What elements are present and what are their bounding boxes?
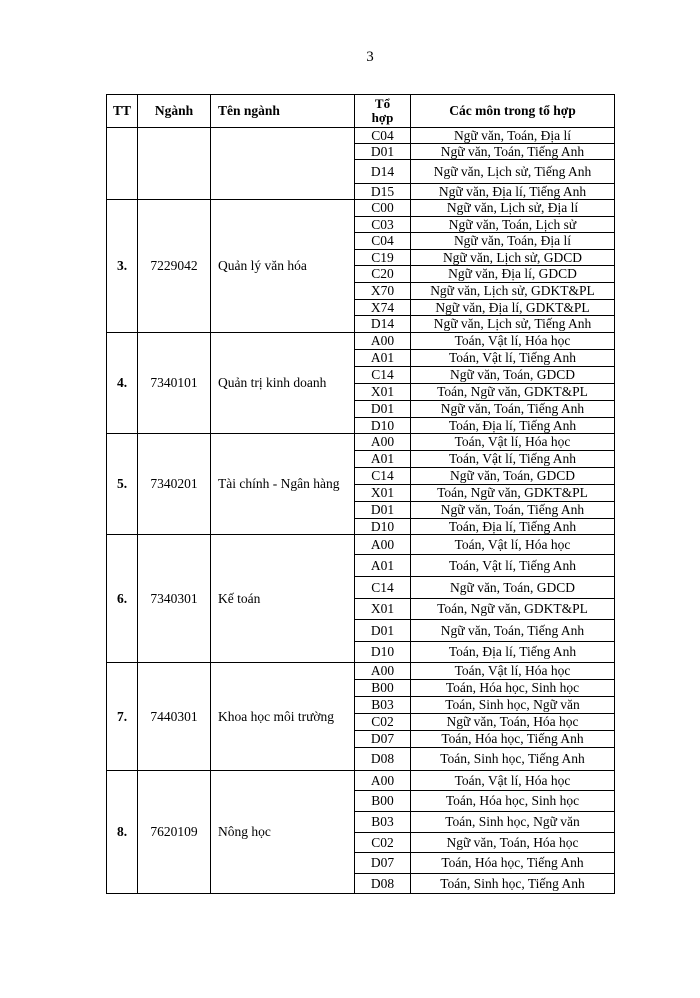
- combo-code: D14: [355, 160, 411, 184]
- combo-code: D15: [355, 184, 411, 200]
- combo-code: A01: [355, 350, 411, 367]
- combo-code: D08: [355, 874, 411, 894]
- program-name: Kế toán: [211, 535, 355, 663]
- combo-subjects: Ngữ văn, Lịch sử, Tiếng Anh: [411, 316, 615, 333]
- combo-subjects: Toán, Vật lí, Hóa học: [411, 434, 615, 451]
- program-tt: 3.: [107, 200, 138, 333]
- continued-tt-cell: [107, 128, 138, 200]
- combo-subjects: Toán, Vật lí, Tiếng Anh: [411, 350, 615, 367]
- combo-subjects: Toán, Sinh học, Ngữ văn: [411, 812, 615, 833]
- header-code: Ngành: [138, 95, 211, 128]
- header-to-hop: [355, 95, 411, 128]
- combo-code: D07: [355, 731, 411, 748]
- combo-subjects: Ngữ văn, Toán, Hóa học: [411, 833, 615, 853]
- combo-subjects: Toán, Vật lí, Hóa học: [411, 663, 615, 680]
- header-subjects: Các môn trong tổ hợp: [411, 95, 615, 128]
- combo-code: X74: [355, 300, 411, 316]
- combo-code: C14: [355, 468, 411, 485]
- combo-code: A01: [355, 451, 411, 468]
- program-code: 7340301: [138, 535, 211, 663]
- table-row: [107, 663, 615, 680]
- combo-code: D01: [355, 502, 411, 519]
- table-header-row: [107, 95, 615, 128]
- program-tt: 4.: [107, 333, 138, 434]
- header-to-hop-line1: Tổ: [374, 96, 391, 112]
- combo-code: B00: [355, 791, 411, 812]
- combo-code: D07: [355, 853, 411, 874]
- combo-code: D01: [355, 401, 411, 418]
- combo-subjects: Toán, Hóa học, Sinh học: [411, 680, 615, 697]
- program-tt: 7.: [107, 663, 138, 771]
- table-body: [107, 128, 615, 894]
- combo-code: D01: [355, 144, 411, 160]
- combo-subjects: Toán, Vật lí, Hóa học: [411, 771, 615, 791]
- program-tt: 5.: [107, 434, 138, 535]
- combo-code: D01: [355, 620, 411, 642]
- table-row: [107, 128, 615, 144]
- combo-subjects: Ngữ văn, Toán, Hóa học: [411, 714, 615, 731]
- combo-code: C14: [355, 367, 411, 384]
- combo-subjects: Toán, Vật lí, Hóa học: [411, 333, 615, 350]
- combo-code: C19: [355, 250, 411, 266]
- program-tt: 6.: [107, 535, 138, 663]
- combo-code: C14: [355, 577, 411, 599]
- combo-code: X01: [355, 485, 411, 502]
- combo-subjects: Toán, Hóa học, Tiếng Anh: [411, 731, 615, 748]
- combo-subjects: Toán, Vật lí, Tiếng Anh: [411, 555, 615, 577]
- combo-subjects: Ngữ văn, Lịch sử, GDCD: [411, 250, 615, 266]
- combo-code: C20: [355, 266, 411, 283]
- combo-code: X01: [355, 384, 411, 401]
- combo-code: C02: [355, 714, 411, 731]
- combo-subjects: Toán, Sinh học, Tiếng Anh: [411, 874, 615, 894]
- combo-code: X70: [355, 283, 411, 300]
- combo-subjects: Toán, Vật lí, Hóa học: [411, 535, 615, 555]
- combo-subjects: Ngữ văn, Toán, GDCD: [411, 367, 615, 384]
- combo-code: A00: [355, 771, 411, 791]
- combo-subjects: Ngữ văn, Địa lí, Tiếng Anh: [411, 184, 615, 200]
- combo-subjects: Toán, Ngữ văn, GDKT&PL: [411, 485, 615, 502]
- combo-code: B00: [355, 680, 411, 697]
- program-code: 7340201: [138, 434, 211, 535]
- combo-subjects: Ngữ văn, Toán, GDCD: [411, 468, 615, 485]
- combo-subjects: Toán, Ngữ văn, GDKT&PL: [411, 599, 615, 620]
- combo-subjects: Ngữ văn, Địa lí, GDCD: [411, 266, 615, 283]
- program-code: 7229042: [138, 200, 211, 333]
- header-name: Tên ngành: [211, 95, 355, 128]
- combo-subjects: Ngữ văn, Lịch sử, GDKT&PL: [411, 283, 615, 300]
- combo-subjects: Ngữ văn, Toán, Tiếng Anh: [411, 502, 615, 519]
- header-tt: TT: [107, 95, 138, 128]
- program-name: Quản lý văn hóa: [211, 200, 355, 333]
- combo-code: X01: [355, 599, 411, 620]
- combo-subjects: Toán, Hóa học, Tiếng Anh: [411, 853, 615, 874]
- combo-subjects: Toán, Vật lí, Tiếng Anh: [411, 451, 615, 468]
- combo-code: D10: [355, 519, 411, 535]
- combo-code: B03: [355, 697, 411, 714]
- combo-subjects: Ngữ văn, Toán, Địa lí: [411, 233, 615, 250]
- combo-subjects: Ngữ văn, Toán, Địa lí: [411, 128, 615, 144]
- combo-subjects: Ngữ văn, Lịch sử, Địa lí: [411, 200, 615, 217]
- combo-code: A01: [355, 555, 411, 577]
- table-row: [107, 771, 615, 791]
- combo-code: D10: [355, 418, 411, 434]
- continued-name-cell: [211, 128, 355, 200]
- combo-code: C00: [355, 200, 411, 217]
- combo-code: A00: [355, 663, 411, 680]
- combo-subjects: Ngữ văn, Toán, GDCD: [411, 577, 615, 599]
- program-name: Tài chính - Ngân hàng: [211, 434, 355, 535]
- program-code: 7340101: [138, 333, 211, 434]
- combo-subjects: Ngữ văn, Lịch sử, Tiếng Anh: [411, 160, 615, 184]
- program-name: Quản trị kinh doanh: [211, 333, 355, 434]
- header-to-hop-line2: hợp: [371, 110, 394, 125]
- combo-code: C04: [355, 233, 411, 250]
- combo-code: D14: [355, 316, 411, 333]
- combo-subjects: Toán, Địa lí, Tiếng Anh: [411, 642, 615, 663]
- combo-subjects: Toán, Địa lí, Tiếng Anh: [411, 519, 615, 535]
- combo-subjects: Ngữ văn, Toán, Lịch sử: [411, 217, 615, 233]
- admission-combinations-table: [106, 94, 615, 894]
- program-name: Khoa học môi trường: [211, 663, 355, 771]
- table-row: [107, 434, 615, 451]
- program-name: Nông học: [211, 771, 355, 894]
- combo-code: C03: [355, 217, 411, 233]
- combo-code: D08: [355, 748, 411, 771]
- combo-code: C02: [355, 833, 411, 853]
- combo-subjects: Ngữ văn, Toán, Tiếng Anh: [411, 144, 615, 160]
- combo-subjects: Toán, Sinh học, Ngữ văn: [411, 697, 615, 714]
- combo-code: B03: [355, 812, 411, 833]
- table-row: [107, 333, 615, 350]
- combo-code: A00: [355, 535, 411, 555]
- combo-subjects: Ngữ văn, Địa lí, GDKT&PL: [411, 300, 615, 316]
- table-row: [107, 200, 615, 217]
- table-row: [107, 535, 615, 555]
- combo-subjects: Toán, Địa lí, Tiếng Anh: [411, 418, 615, 434]
- program-code: 7440301: [138, 663, 211, 771]
- combo-subjects: Toán, Hóa học, Sinh học: [411, 791, 615, 812]
- continued-code-cell: [138, 128, 211, 200]
- combo-subjects: Ngữ văn, Toán, Tiếng Anh: [411, 401, 615, 418]
- program-code: 7620109: [138, 771, 211, 894]
- program-tt: 8.: [107, 771, 138, 894]
- combo-code: D10: [355, 642, 411, 663]
- combo-subjects: Toán, Ngữ văn, GDKT&PL: [411, 384, 615, 401]
- page-number: 3: [366, 49, 374, 65]
- combo-subjects: Toán, Sinh học, Tiếng Anh: [411, 748, 615, 771]
- combo-subjects: Ngữ văn, Toán, Tiếng Anh: [411, 620, 615, 642]
- combo-code: A00: [355, 434, 411, 451]
- combo-code: A00: [355, 333, 411, 350]
- combo-code: C04: [355, 128, 411, 144]
